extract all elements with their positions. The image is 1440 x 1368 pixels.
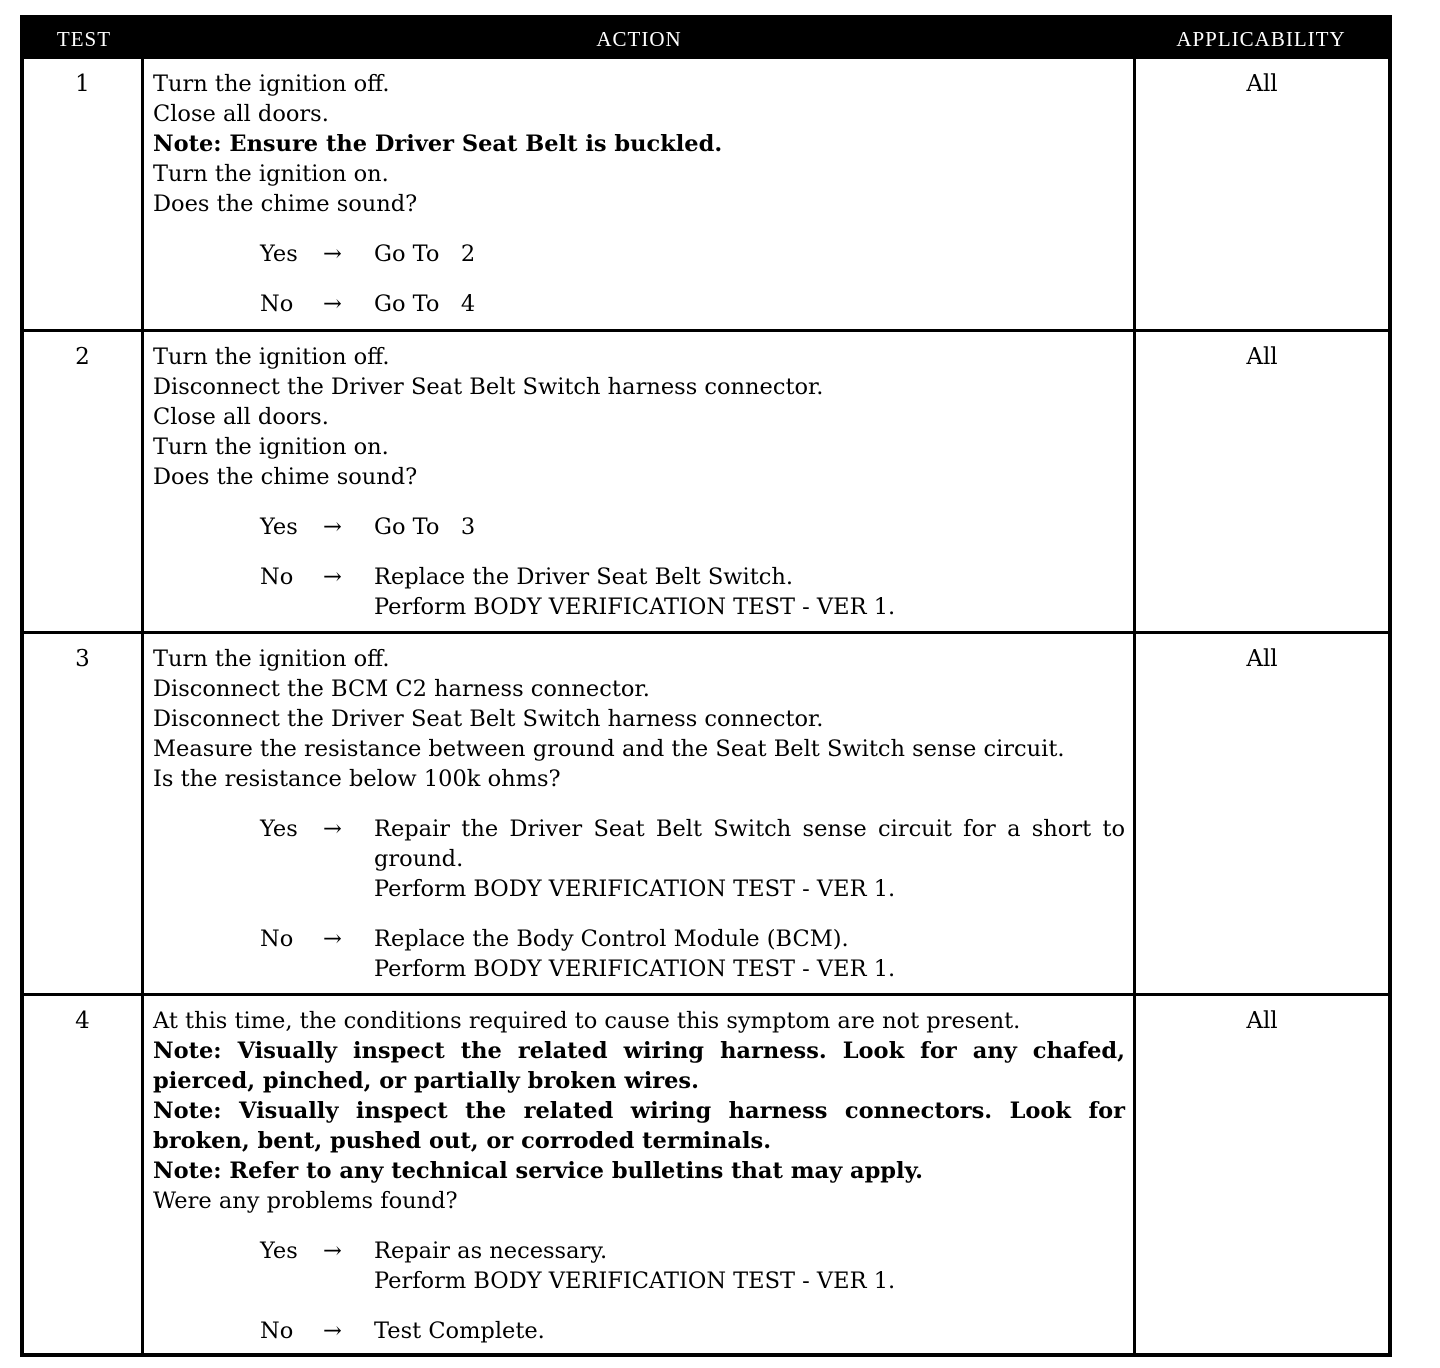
- yes-branch: [153, 239, 1125, 269]
- action-note: Note: Visually inspect the related wiring harness connectors. Look for: [153, 1098, 1125, 1124]
- action-line: Disconnect the BCM C2 harness connector.: [153, 676, 650, 702]
- test-action: [144, 996, 1136, 1353]
- action-line: Were any problems found?: [153, 1188, 458, 1214]
- no-label: No: [260, 926, 294, 952]
- test-row-1: [24, 59, 1388, 329]
- test-applicability: All: [1246, 1008, 1278, 1034]
- test-applicability: All: [1246, 71, 1278, 97]
- test-row-2: [24, 329, 1388, 631]
- action-note: Note: Refer to any technical service bulletins that may apply.: [153, 1158, 923, 1184]
- yes-branch: [153, 512, 1125, 542]
- yes-label: Yes: [260, 514, 298, 540]
- action-line: Measure the resistance between ground and the Seat Belt Switch sense circuit.: [153, 736, 1065, 762]
- no-label: No: [260, 564, 294, 590]
- arrow-icon: →: [323, 926, 342, 952]
- arrow-icon: →: [323, 241, 342, 267]
- branch-text: Go To 3: [374, 514, 476, 540]
- action-line: Disconnect the Driver Seat Belt Switch harness connector.: [153, 706, 824, 732]
- branch-text: Repair as necessary.: [374, 1238, 608, 1264]
- yes-branch: [153, 1236, 1125, 1296]
- action-line: Is the resistance below 100k ohms?: [153, 766, 561, 792]
- action-line: Does the chime sound?: [153, 464, 418, 490]
- action-line: Close all doors.: [153, 101, 329, 127]
- arrow-icon: →: [323, 514, 342, 540]
- table-header: [24, 19, 1388, 59]
- test-number: 1: [24, 59, 144, 329]
- branch-text: Perform BODY VERIFICATION TEST - VER 1.: [374, 956, 896, 982]
- test-number: 2: [24, 332, 144, 631]
- header-action: ACTION: [596, 27, 682, 51]
- branch-text: Perform BODY VERIFICATION TEST - VER 1.: [374, 876, 896, 902]
- arrow-icon: →: [323, 564, 342, 590]
- action-note: pierced, pinched, or partially broken wires.: [153, 1068, 699, 1094]
- arrow-icon: →: [323, 291, 342, 317]
- no-branch: [153, 562, 1125, 622]
- test-row-4: [24, 993, 1388, 1353]
- branch-text: Replace the Body Control Module (BCM).: [374, 926, 849, 952]
- action-line: Does the chime sound?: [153, 191, 418, 217]
- no-label: No: [260, 1318, 294, 1344]
- yes-branch: [153, 814, 1125, 904]
- header-applicability: APPLICABILITY: [1176, 27, 1346, 51]
- no-branch: [153, 924, 1125, 984]
- header-test: TEST: [56, 27, 112, 51]
- action-line: At this time, the conditions required to cause this symptom are not present.: [153, 1008, 1021, 1034]
- no-branch: [153, 1316, 1125, 1346]
- test-row-3: [24, 631, 1388, 993]
- action-line: Turn the ignition off.: [153, 344, 390, 370]
- branch-text: Test Complete.: [374, 1318, 545, 1344]
- branch-text: Perform BODY VERIFICATION TEST - VER 1.: [374, 594, 896, 620]
- arrow-icon: →: [323, 1318, 342, 1344]
- action-note: broken, bent, pushed out, or corroded terminals.: [153, 1128, 772, 1154]
- test-action: [144, 332, 1136, 631]
- test-applicability: All: [1246, 344, 1278, 370]
- action-line: Turn the ignition on.: [153, 161, 389, 187]
- branch-text: Go To 4: [374, 291, 476, 317]
- action-line: Turn the ignition off.: [153, 71, 390, 97]
- test-action: [144, 634, 1136, 993]
- branch-text: Repair the Driver Seat Belt Switch sense circuit for a short to: [374, 816, 1125, 842]
- diagnostic-test-table: [20, 15, 1392, 1357]
- arrow-icon: →: [323, 816, 342, 842]
- branch-text: Perform BODY VERIFICATION TEST - VER 1.: [374, 1268, 896, 1294]
- branch-text: Go To 2: [374, 241, 476, 267]
- yes-label: Yes: [260, 241, 298, 267]
- action-line: Turn the ignition on.: [153, 434, 389, 460]
- test-action: [144, 59, 1136, 329]
- action-note: Note: Ensure the Driver Seat Belt is buckled.: [153, 131, 723, 157]
- test-applicability: All: [1246, 646, 1278, 672]
- no-branch: [153, 289, 1125, 319]
- branch-text: Replace the Driver Seat Belt Switch.: [374, 564, 793, 590]
- branch-text: ground.: [374, 846, 464, 872]
- test-number: 4: [24, 996, 144, 1353]
- yes-label: Yes: [260, 816, 298, 842]
- action-line: Turn the ignition off.: [153, 646, 390, 672]
- test-number: 3: [24, 634, 144, 993]
- action-note: Note: Visually inspect the related wiring harness. Look for any chafed,: [153, 1038, 1125, 1064]
- no-label: No: [260, 291, 294, 317]
- action-line: Disconnect the Driver Seat Belt Switch harness connector.: [153, 374, 824, 400]
- yes-label: Yes: [260, 1238, 298, 1264]
- arrow-icon: →: [323, 1238, 342, 1264]
- action-line: Close all doors.: [153, 404, 329, 430]
